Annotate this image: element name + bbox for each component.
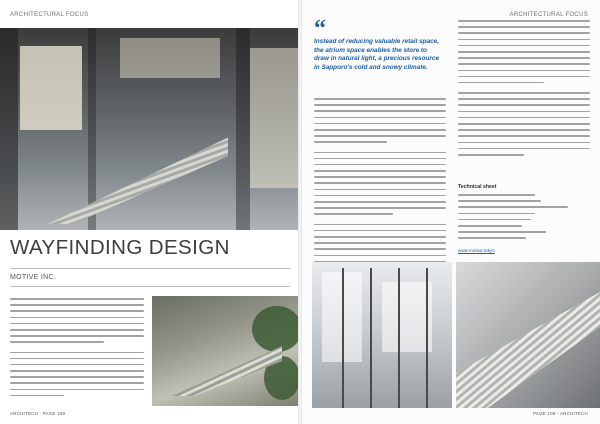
quote-mark-icon: “ bbox=[314, 16, 326, 42]
website-link[interactable]: www.motive.tokyo bbox=[458, 248, 495, 253]
article-title: WAYFINDING DESIGN bbox=[10, 236, 230, 259]
page-folio: PAGE 109 · ARCHITECH bbox=[533, 411, 588, 416]
title-rule bbox=[10, 268, 290, 269]
stair-detail-photo bbox=[456, 262, 600, 408]
body-text-column bbox=[10, 298, 144, 401]
shopfront-photo bbox=[312, 262, 452, 408]
credits-heading: Technical sheet bbox=[458, 184, 497, 190]
body-text-column bbox=[458, 20, 590, 160]
credits-list bbox=[458, 194, 568, 244]
left-page bbox=[0, 0, 298, 424]
page-folio: ARCHITECH · PAGE 108 bbox=[10, 411, 66, 416]
atrium-photo bbox=[0, 28, 298, 230]
subtitle-rule bbox=[10, 286, 290, 287]
stairway-photo bbox=[152, 296, 298, 406]
pull-quote: Instead of reducing valuable retail space, the atrium space enables the store to draw in natural light, a precious resource in Sapporo's cold and snowy climate. bbox=[314, 38, 440, 71]
body-text-column bbox=[314, 98, 446, 273]
section-label: ARCHITECTURAL FOCUS bbox=[10, 12, 89, 18]
article-subtitle: MOTIVE INC. bbox=[10, 274, 57, 281]
right-page bbox=[302, 0, 600, 424]
section-label: ARCHITECTURAL FOCUS bbox=[509, 12, 588, 18]
